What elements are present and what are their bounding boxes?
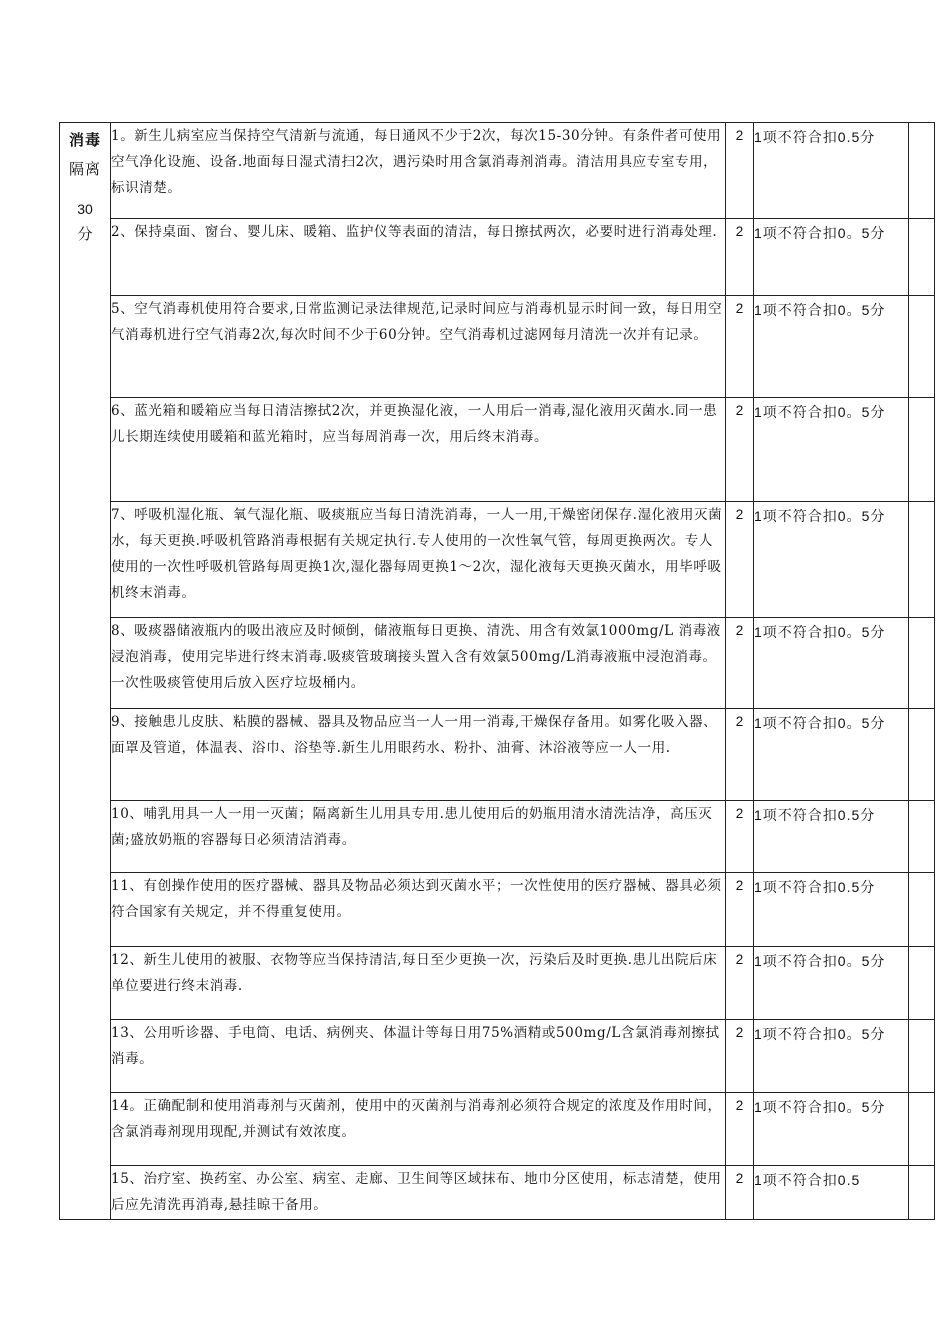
blank-cell	[909, 296, 935, 398]
table-row	[60, 1166, 935, 1220]
score-value: 2	[726, 296, 754, 398]
requirement-text: 12、新生儿使用的被服、衣物等应当保持清洁,每日至少更换一次，污染后及时更换.患儿出院后床单位要进行终末消毒.	[111, 947, 726, 1020]
requirement-text: 2、保持桌面、窗台、婴儿床、暖箱、监护仪等表面的清洁，每日擦拭两次，必要时进行消毒处理.	[111, 219, 726, 296]
score-value: 2	[726, 502, 754, 618]
category-score: 30	[77, 201, 93, 217]
table-row	[60, 1093, 935, 1166]
requirement-text: 15、治疗室、换药室、办公室、病室、走廊、卫生间等区域抹布、地巾分区使用，标志清楚，使用后应先清洗再消毒,悬挂晾干备用。	[111, 1166, 726, 1220]
score-value: 2	[726, 1166, 754, 1220]
requirement-text: 10、哺乳用具一人一用一灭菌；隔离新生儿用具专用.患儿使用后的奶瓶用清水清洗洁净，高压灭菌;盛放奶瓶的容器每日必须清洁消毒。	[111, 801, 726, 873]
deduction-rule: 1项不符合扣0。5分	[754, 398, 909, 502]
table-row	[60, 398, 935, 502]
table-row	[60, 801, 935, 873]
deduction-rule: 1项不符合扣0。5分	[754, 1093, 909, 1166]
table-row	[60, 947, 935, 1020]
blank-cell	[909, 219, 935, 296]
blank-cell	[909, 398, 935, 502]
table-row	[60, 1020, 935, 1093]
table-row	[60, 873, 935, 947]
score-value: 2	[726, 219, 754, 296]
requirement-text: 14。正确配制和使用消毒剂与灭菌剂，使用中的灭菌剂与消毒剂必须符合规定的浓度及作用时间，含氯消毒剂现用现配,并测试有效浓度。	[111, 1093, 726, 1166]
blank-cell	[909, 1020, 935, 1093]
deduction-rule: 1项不符合扣0。5分	[754, 296, 909, 398]
requirement-text: 6、蓝光箱和暖箱应当每日清洁擦拭2次，并更换湿化液，一人用后一消毒,湿化液用灭菌水.同一患儿长期连续使用暖箱和蓝光箱时，应当每周消毒一次，用后终末消毒。	[111, 398, 726, 502]
requirement-text: 8、吸痰器储液瓶内的吸出液应及时倾倒，储液瓶每日更换、清洗、用含有效氯1000mg/L 消毒液浸泡消毒，使用完毕进行终末消毒.吸痰管玻璃接头置入含有效氯500mg/L消毒液瓶中浸泡消毒。一次性吸痰管使用后放入医疗垃圾桶内。	[111, 618, 726, 709]
blank-cell	[909, 1166, 935, 1220]
table-row	[60, 296, 935, 398]
table-row	[60, 219, 935, 296]
requirement-text: 7、呼吸机湿化瓶、氧气湿化瓶、吸痰瓶应当每日清洗消毒，一人一用,干燥密闭保存.湿化液用灭菌水，每天更换.呼吸机管路消毒根据有关规定执行.专人使用的一次性氧气管，每周更换两次。专人使用的一次性呼吸机管路每周更换1次,湿化器每周更换1～2次，湿化液每天更换灭菌水，用毕呼吸机终末消毒。	[111, 502, 726, 618]
deduction-rule: 1项不符合扣0。5分	[754, 618, 909, 709]
requirement-text: 13、公用听诊器、手电筒、电话、病例夹、体温计等每日用75%酒精或500mg/L含氯消毒剂擦拭消毒。	[111, 1020, 726, 1093]
requirement-text: 5、空气消毒机使用符合要求,日常监测记录法律规范,记录时间应与消毒机显示时间一致，每日用空气消毒机进行空气消毒2次,每次时间不少于60分钟。空气消毒机过滤网每月清洗一次并有记录。	[111, 296, 726, 398]
score-value: 2	[726, 947, 754, 1020]
table-row	[60, 123, 935, 219]
blank-cell	[909, 873, 935, 947]
score-value: 2	[726, 801, 754, 873]
table-row	[60, 709, 935, 801]
deduction-rule: 1项不符合扣0。5分	[754, 502, 909, 618]
blank-cell	[909, 801, 935, 873]
blank-cell	[909, 502, 935, 618]
blank-cell	[909, 1093, 935, 1166]
deduction-rule: 1项不符合扣0。5分	[754, 709, 909, 801]
deduction-rule: 1项不符合扣0.5分	[754, 801, 909, 873]
score-value: 2	[726, 709, 754, 801]
requirement-text: 9、接触患儿皮肤、粘膜的器械、器具及物品应当一人一用一消毒,干燥保存备用。如雾化吸入器、面罩及管道，体温表、浴巾、浴垫等.新生儿用眼药水、粉扑、油膏、沐浴液等应一人一用.	[111, 709, 726, 801]
requirement-text: 11、有创操作使用的医疗器械、器具及物品必须达到灭菌水平；一次性使用的医疗器械、器具必须符合国家有关规定，并不得重复使用。	[111, 873, 726, 947]
table-row	[60, 502, 935, 618]
deduction-rule: 1项不符合扣0.5	[754, 1166, 909, 1220]
deduction-rule: 1项不符合扣0.5分	[754, 873, 909, 947]
deduction-rule: 1项不符合扣0。5分	[754, 947, 909, 1020]
category-score-unit: 分	[77, 225, 93, 243]
inspection-table	[59, 122, 935, 1220]
category-cell	[60, 123, 111, 1220]
blank-cell	[909, 123, 935, 219]
score-value: 2	[726, 1020, 754, 1093]
deduction-rule: 1项不符合扣0。5分	[754, 219, 909, 296]
requirement-text: 1。新生儿病室应当保持空气清新与流通，每日通风不少于2次，每次15-30分钟。有条件者可使用空气净化设施、设备.地面每日湿式清扫2次，遇污染时用含氯消毒剂消毒。清洁用具应专室专用，标识清楚。	[111, 123, 726, 219]
deduction-rule: 1项不符合扣0。5分	[754, 1020, 909, 1093]
category-title: 消毒	[68, 131, 101, 149]
table-row	[60, 618, 935, 709]
score-value: 2	[726, 618, 754, 709]
category-subtitle: 隔离	[68, 160, 101, 178]
score-value: 2	[726, 398, 754, 502]
score-value: 2	[726, 873, 754, 947]
deduction-rule: 1项不符合扣0.5分	[754, 123, 909, 219]
score-value: 2	[726, 1093, 754, 1166]
score-value: 2	[726, 123, 754, 219]
blank-cell	[909, 947, 935, 1020]
blank-cell	[909, 709, 935, 801]
blank-cell	[909, 618, 935, 709]
